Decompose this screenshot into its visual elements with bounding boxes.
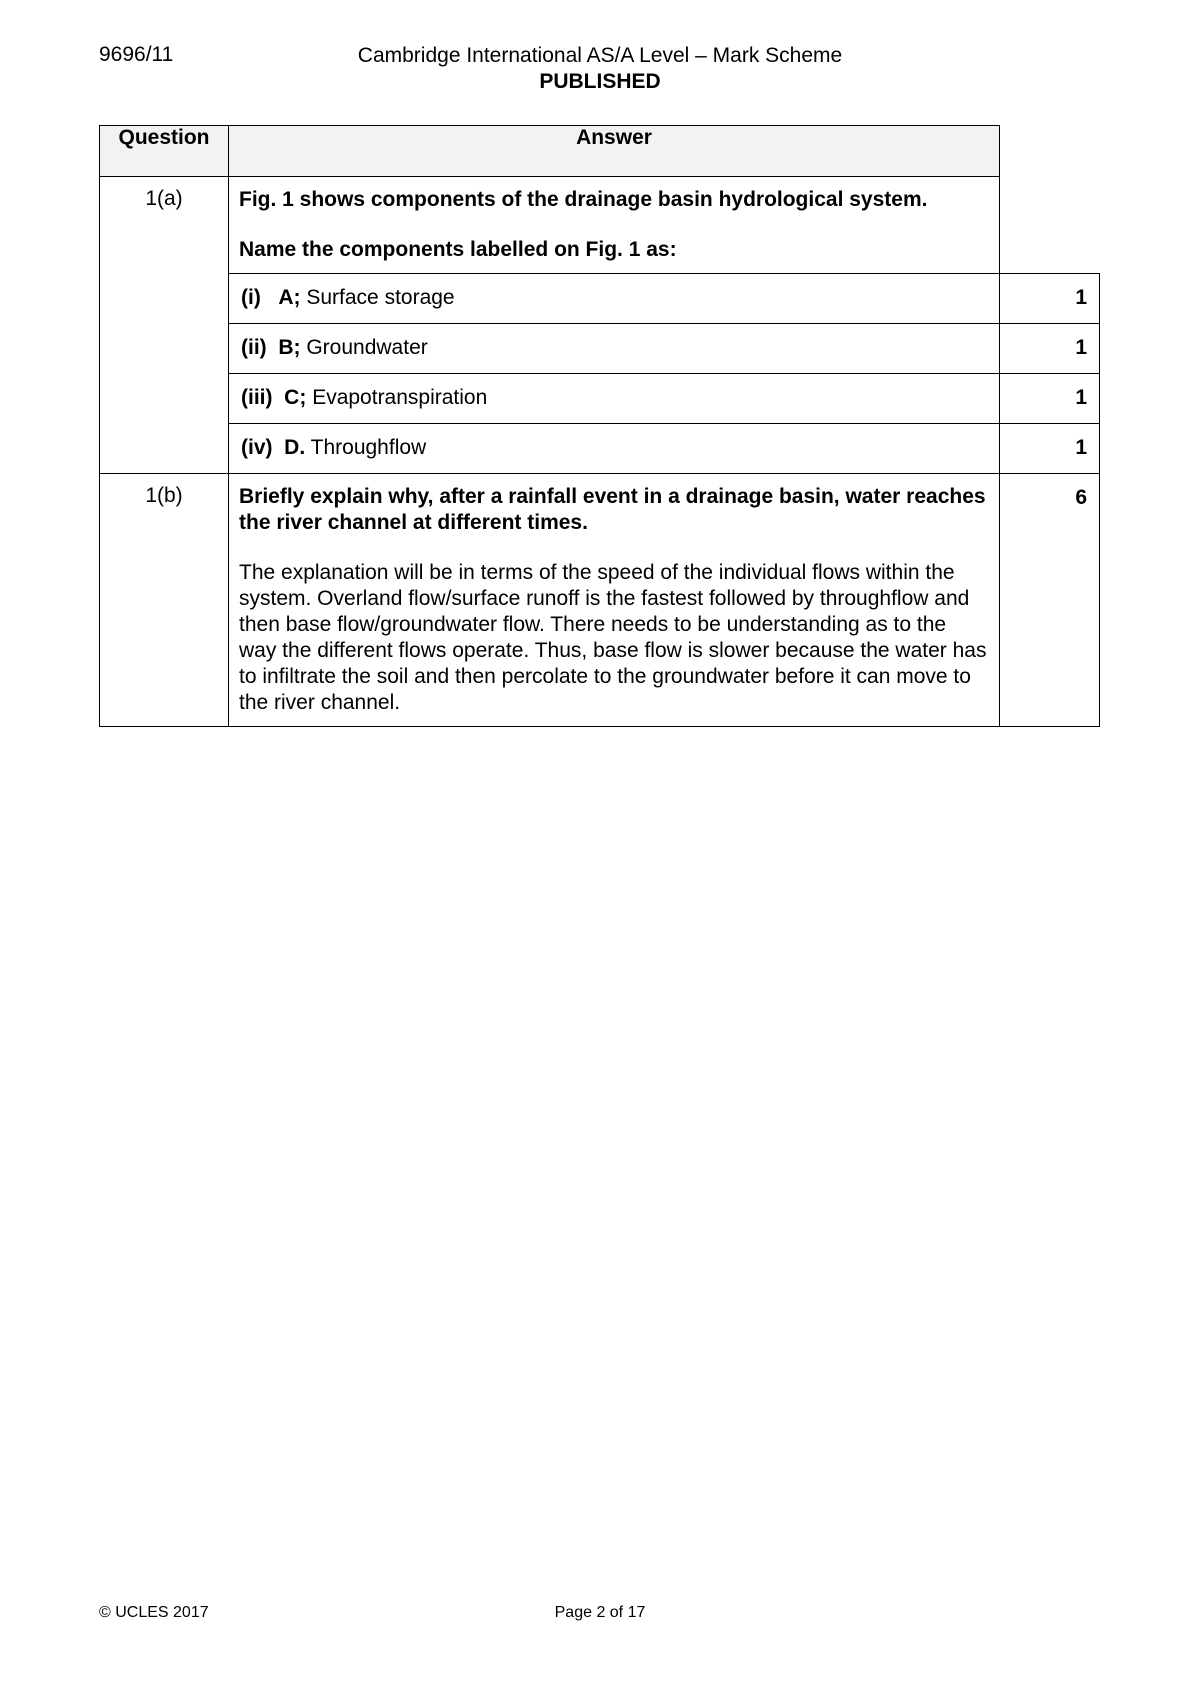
- answer-text: The explanation will be in terms of the speed of the individual flows within the system. Overland flow/surface runoff is the fastest followed by throughflow and then base flow/groundwater flow. There needs to be understanding as to the way the different flows operate. Thus, base flow is slower because the water has to infiltrate the soil and then percolate to the groundwater before it can move to the river channel.: [239, 561, 987, 714]
- question-number: 1(b): [100, 474, 229, 727]
- empty-mark-cell: [1000, 177, 1100, 274]
- answer-cell: [229, 424, 1000, 474]
- mark-cell: 1: [1000, 324, 1100, 374]
- answer-cell: [229, 274, 1000, 324]
- syllabus-code: 9696/11: [99, 43, 174, 66]
- table-row: [100, 324, 1100, 374]
- prompt-line-1: Fig. 1 shows components of the drainage basin hydrological system.: [239, 188, 928, 211]
- table-row: [100, 374, 1100, 424]
- item-numeral: (iii): [241, 386, 273, 409]
- mark-cell: 6: [1000, 474, 1100, 727]
- table-row: [100, 274, 1100, 324]
- marks-column-header: [1000, 126, 1100, 177]
- document-header: [300, 43, 900, 95]
- item-answer: Evapotranspiration: [312, 386, 488, 409]
- item-answer: Throughflow: [310, 436, 427, 459]
- item-letter: C;: [284, 386, 307, 409]
- copyright: © UCLES 2017: [99, 1604, 209, 1621]
- item-letter: B;: [278, 336, 301, 359]
- table-header-row: [100, 126, 1100, 177]
- question-number: 1(a): [100, 177, 229, 474]
- item-numeral: (iv): [241, 436, 273, 459]
- item-answer: Surface storage: [306, 286, 455, 309]
- item-answer: Groundwater: [306, 336, 428, 359]
- mark-scheme-table: [99, 125, 1100, 727]
- mark-cell: 1: [1000, 374, 1100, 424]
- mark-cell: 1: [1000, 274, 1100, 324]
- published-label: PUBLISHED: [539, 70, 661, 93]
- mark-cell: 1: [1000, 424, 1100, 474]
- item-letter: A;: [278, 286, 301, 309]
- question-column-header: Question: [100, 126, 229, 177]
- item-numeral: (i): [241, 286, 261, 309]
- answer-cell: [229, 474, 1000, 727]
- document-title: Cambridge International AS/A Level – Mark Scheme: [357, 44, 843, 67]
- question-1a-intro-row: [100, 177, 1100, 274]
- page-number: Page 2 of 17: [554, 1604, 646, 1621]
- question-prompt: Briefly explain why, after a rainfall event in a drainage basin, water reaches the river channel at different times.: [239, 485, 986, 534]
- prompt-line-2: Name the components labelled on Fig. 1 as:: [239, 238, 677, 261]
- question-prompt: [229, 177, 1000, 274]
- item-letter: D.: [284, 436, 306, 459]
- table-row: [100, 424, 1100, 474]
- answer-cell: [229, 374, 1000, 424]
- item-numeral: (ii): [241, 336, 267, 359]
- question-1b-row: [100, 474, 1100, 727]
- answer-cell: [229, 324, 1000, 374]
- answer-column-header: Answer: [229, 126, 1000, 177]
